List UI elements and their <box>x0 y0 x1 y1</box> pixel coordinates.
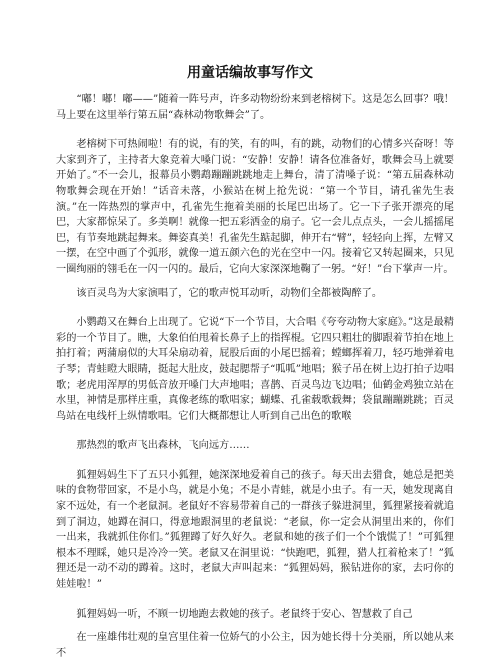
paragraph-6: 狐狸妈妈生下了五只小狐狸，她深深地爱着自己的孩子。每天出去猎食，她总是把美味的食物带回家，不是小鸟，就是小兔；不是小青蛙，就是小虫子。有一天，她发现离自家不远处，有一个老鼠洞。老鼠好不容易带着自己的一群孩子躲进洞里，狐狸紧接着就追到了洞边，她蹲在洞口，得意地跟洞里的老鼠说：“老鼠，你一定会从洞里出来的，你们一出来，我就抓住你们。”狐狸蹲了好久好久。老鼠和她的孩子们一个个饿慌了！”可狐狸根本不理睬，她只是冷冷一笑。老鼠又在洞里说：“快跑吧，狐狸，猎人扛着枪来了！”狐狸还是一动不动的蹲着。这时，老鼠大声叫起来：“狐狸妈妈，猴钻进你的家，去叼你的娃娃啦！” <box>56 469 454 591</box>
paragraph-4: 小鹦鹉又在舞台上出现了。它说“下一个节目，大合唱《夸夸动物大家庭》。”这是最精彩的一个节目了。瞧，大象伯伯甩着长鼻子上的指挥棍。它四只粗壮的脚跟着节拍在地上拍打着；两蒲扇似的大耳朵扇动着，屁股后面的小尾巴摇着；螳螂挥着刀，轻巧地弹着电子琴；青蛙瞪大眼睛，挺起大肚皮，鼓起腮帮子“呱呱”地唱；猴子吊在树上边打拍子边唱歌；老虎用浑厚的男低音放开嗓门大声地唱；喜鹊、百灵鸟边飞边唱；仙鹤金鸡独立站在水里，神情是那样庄重，真像老练的歌唱家；蝴蝶、孔雀载歌载舞；袋鼠蹦蹦跳跳；百灵鸟站在电线杆上纵情歌唱。它们大概都想让人听到自己出色的歌喉 <box>56 317 454 422</box>
paragraph-2: 老榕树下可热闹啦！有的说，有的笑，有的叫，有的跳，动物们的心情多兴奋呀！等大家到齐了，主持者大象竞着大嗓门说：“安静！安静！请各位准备好，歌舞会马上就要开始了。”不一会儿，报幕员小鹦鹉蹦蹦跳跳地走上舞台，清了清嗓子说：“第五届森林动物歌舞会现在开始！”话音未落，小猴站在树上抢先说：“第一个节目，请孔雀先生表演。”在一阵热烈的掌声中，孔雀先生拖着美丽的长尾巴出场了。它一下子张开漂亮的尾巴，大家都惊呆了。多美啊！就像一把五彩洒金的扇子。它一会儿点点头，一会儿摇摇尾巴，有节奏地跳起舞来。舞姿真美！孔雀先生踮起脚，伸开右“臂”，轻轻向上挥，左臂又一摆，在空中画了个弧形，就像一道五颜六色的光在空中一闪。接着它又转起圈来，只见一圈绚丽的翎毛在一闪一闪的。最后，它向大家深深地鞠了一躬。“好！”台下掌声一片。 <box>56 139 454 275</box>
paragraph-8: 在一座雄伟壮观的皇宫里住着一位娇气的小公主，因为她长得十分美丽，所以她从来不 <box>56 632 454 659</box>
document-title: 用童话编故事写作文 <box>187 65 313 81</box>
paragraph-5: 那热烈的歌声飞出森林，飞向远方…… <box>76 440 250 452</box>
paragraph-3: 该百灵鸟为大家演唱了，它的歌声悦耳动听，动物们全都被陶醉了。 <box>76 287 383 299</box>
document-body <box>56 92 454 669</box>
paragraph-7: 狐狸妈妈一听，不顾一切地跑去救她的孩子。老鼠终于安心、智慧救了自己 <box>76 608 413 620</box>
paragraph-1: “嘟！嘟！嘟——”随着一阵号声，许多动物纷纷来到老榕树下。这是怎么回事？哦！马上要在这里举行第五届“森林动物歌舞会”了。 <box>56 94 454 121</box>
